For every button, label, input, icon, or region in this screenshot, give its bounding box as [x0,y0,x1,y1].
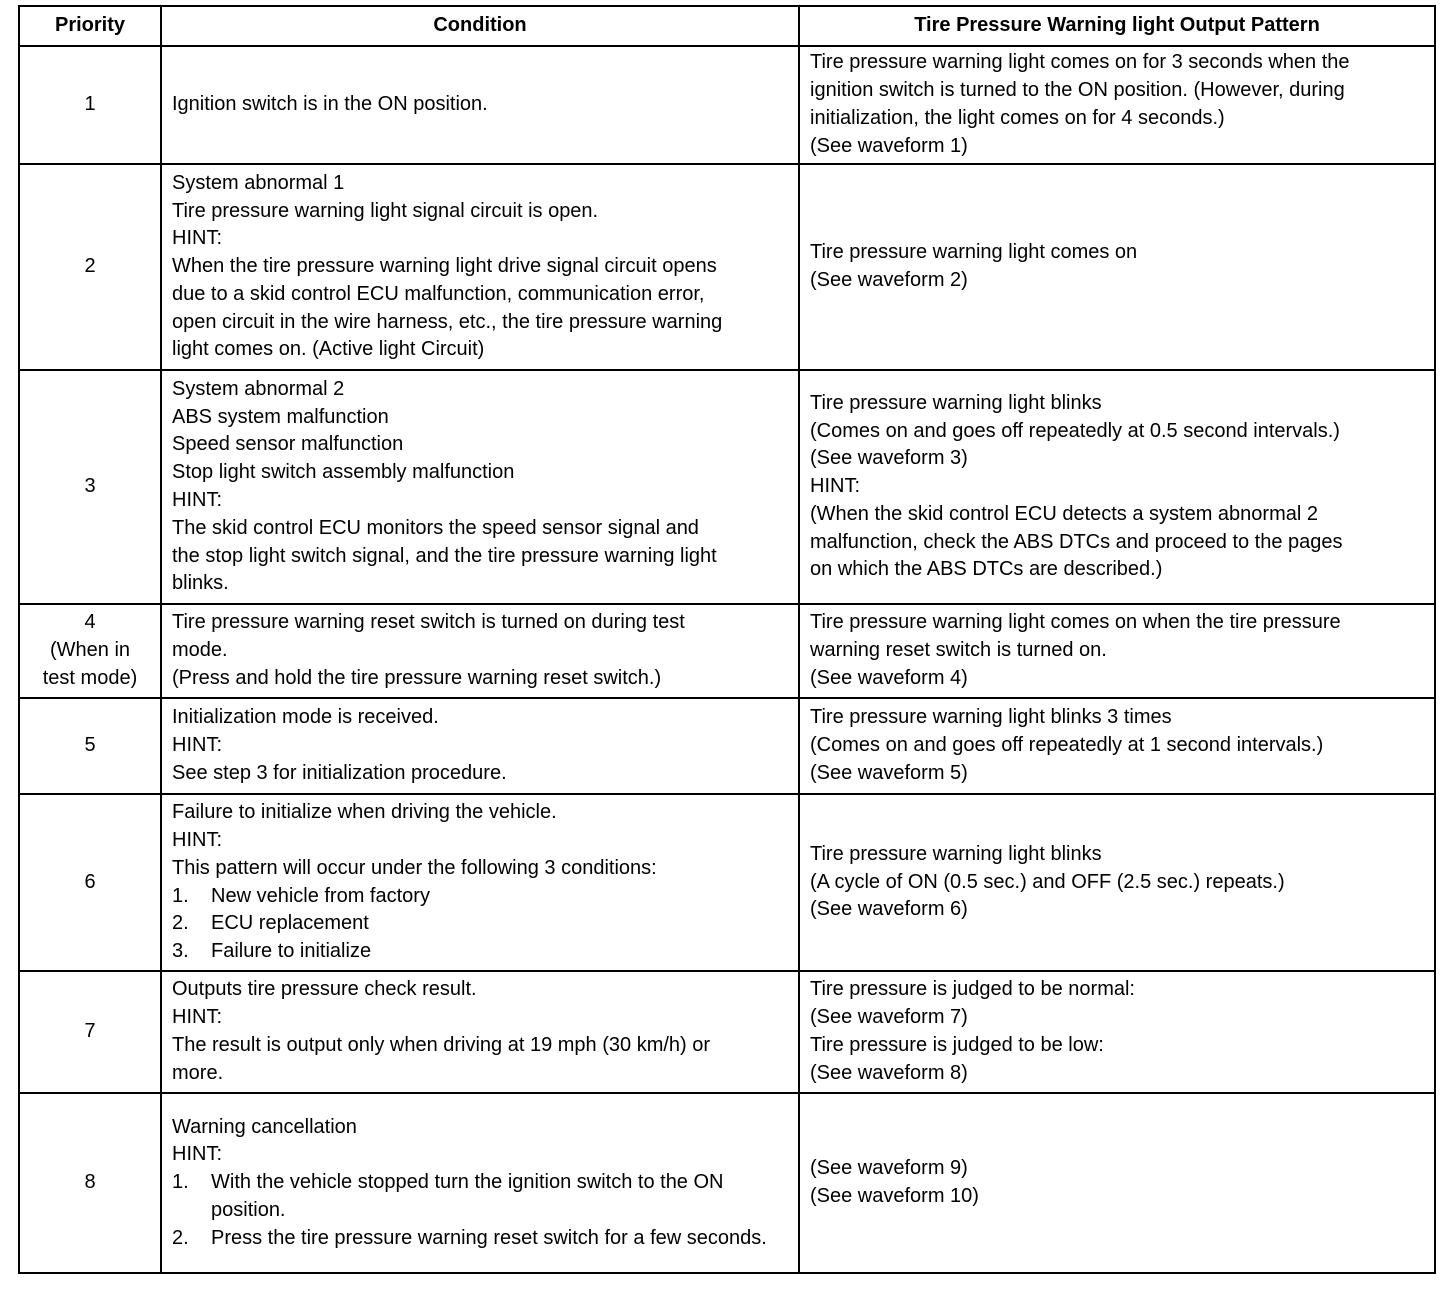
condition-line: See step 3 for initialization procedure. [172,761,507,784]
table-row [19,1093,1435,1273]
priority-text: 6 [84,870,96,893]
condition-cell [161,698,799,794]
priority-text: 7 [84,1020,96,1043]
priority-text: 3 [84,475,96,498]
condition-line: (Press and hold the tire pressure warning reset switch.) [172,666,662,689]
condition-line: System abnormal 2 [172,377,345,400]
condition-list-item [172,1225,788,1253]
header-condition: Condition [161,6,799,46]
condition-cell [161,794,799,971]
condition-line: open circuit in the wire harness, etc., the tire pressure warning [172,310,723,333]
output-line: (See waveform 6) [810,898,968,921]
condition-list-item [172,910,788,938]
condition-line: HINT: [172,734,222,757]
output-line: warning reset switch is turned on. [810,639,1107,662]
output-pattern-cell [799,1093,1435,1273]
condition-line: HINT: [172,1006,222,1029]
list-item-number: 1. [172,1171,189,1194]
condition-line: light comes on. (Active light Circuit) [172,338,485,361]
condition-line: more. [172,1061,224,1084]
list-item-number: 2. [172,912,189,935]
output-line: Tire pressure warning light blinks 3 times [810,706,1172,729]
table-row [19,604,1435,698]
output-line: (When the skid control ECU detects a system abnormal 2 [810,502,1318,525]
output-line: on which the ABS DTCs are described.) [810,558,1163,581]
condition-list-item [172,938,788,966]
condition-cell [161,1093,799,1273]
header-output-pattern: Tire Pressure Warning light Output Pattern [799,6,1435,46]
condition-line: System abnormal 1 [172,171,345,194]
table-row [19,698,1435,794]
priority-cell [19,370,161,604]
priority-text: test mode) [42,666,138,689]
output-line: ignition switch is turned to the ON position. (However, during [810,79,1345,102]
condition-line: ABS system malfunction [172,405,389,428]
condition-line: When the tire pressure warning light drive signal circuit opens [172,255,717,278]
condition-line: HINT: [172,828,222,851]
condition-line: due to a skid control ECU malfunction, communication error, [172,282,705,305]
priority-cell [19,46,161,164]
tpms-output-pattern-table [18,5,1436,1274]
output-line: Tire pressure warning light comes on for 3 seconds when the [810,51,1350,74]
list-item-text: New vehicle from factory [211,884,430,907]
output-line: (See waveform 2) [810,269,968,291]
condition-line: HINT: [172,227,222,250]
priority-text: 1 [84,93,96,116]
condition-cell [161,604,799,698]
condition-line: Failure to initialize when driving the vehicle. [172,801,557,824]
table-row [19,794,1435,971]
output-line: initialization, the light comes on for 4 seconds.) [810,107,1225,129]
output-pattern-cell [799,164,1435,370]
condition-line: mode. [172,639,228,662]
condition-list-item [172,883,788,911]
output-line: malfunction, check the ABS DTCs and proceed to the pages [810,530,1343,553]
table-row [19,971,1435,1093]
output-line: (See waveform 10) [810,1185,979,1207]
output-pattern-cell [799,604,1435,698]
output-line: (See waveform 5) [810,761,968,784]
condition-line: blinks. [172,572,229,595]
output-pattern-cell [799,794,1435,971]
table-row [19,164,1435,370]
output-line: Tire pressure warning light comes on when the tire pressure [810,611,1341,634]
condition-line: Initialization mode is received. [172,706,439,729]
output-line: (See waveform 9) [810,1157,968,1180]
condition-cell [161,164,799,370]
output-line: (See waveform 3) [810,447,968,470]
condition-line: Ignition switch is in the ON position. [172,93,488,116]
output-line: (Comes on and goes off repeatedly at 1 second intervals.) [810,734,1324,757]
output-pattern-cell [799,370,1435,604]
priority-text: (When in [49,639,131,662]
output-pattern-cell [799,698,1435,794]
priority-cell [19,971,161,1093]
output-line: Tire pressure warning light blinks [810,391,1102,414]
list-item-number: 1. [172,884,189,907]
list-item-text: With the vehicle stopped turn the ignition switch to the ON position. [211,1171,724,1221]
output-line: (See waveform 4) [810,666,968,689]
condition-cell [161,46,799,164]
priority-cell [19,164,161,370]
output-pattern-cell [799,971,1435,1093]
condition-line: Stop light switch assembly malfunction [172,461,515,484]
output-line: Tire pressure is judged to be low: [810,1034,1104,1056]
condition-line: The result is output only when driving at 19 mph (30 km/h) or [172,1034,711,1056]
output-line: Tire pressure is judged to be normal: [810,978,1135,1001]
table-row [19,46,1435,164]
header-priority: Priority [19,6,161,46]
condition-line: HINT: [172,1143,222,1166]
list-item-text: Press the tire pressure warning reset switch for a few seconds. [211,1226,767,1249]
condition-line: Tire pressure warning light signal circuit is open. [172,199,599,222]
priority-text: 4 [84,611,96,634]
list-item-number: 3. [172,940,189,963]
priority-cell [19,1093,161,1273]
condition-line: Warning cancellation [172,1115,357,1138]
table-row [19,370,1435,604]
output-line: Tire pressure warning light comes on [810,241,1138,264]
priority-text: 5 [84,734,96,757]
output-line: Tire pressure warning light blinks [810,842,1102,865]
condition-line: The skid control ECU monitors the speed sensor signal and [172,516,699,539]
output-line: (See waveform 8) [810,1061,968,1084]
condition-line: Speed sensor malfunction [172,433,404,456]
condition-line: the stop light switch signal, and the tire pressure warning light [172,544,717,567]
list-item-number: 2. [172,1226,189,1249]
output-line: HINT: [810,475,860,498]
priority-text: 8 [84,1171,96,1194]
priority-cell [19,794,161,971]
priority-text: 2 [84,255,96,278]
output-line: (See waveform 7) [810,1006,968,1029]
condition-line: HINT: [172,489,222,511]
condition-line: Outputs tire pressure check result. [172,978,477,1001]
output-pattern-cell [799,46,1435,164]
priority-cell [19,698,161,794]
condition-line: This pattern will occur under the following 3 conditions: [172,856,657,879]
table-header-row [19,6,1435,46]
output-line: (A cycle of ON (0.5 sec.) and OFF (2.5 sec.) repeats.) [810,870,1285,893]
priority-cell [19,604,161,698]
list-item-text: ECU replacement [211,912,369,935]
output-line: (See waveform 1) [810,134,968,157]
condition-list-item [172,1169,788,1225]
condition-cell [161,971,799,1093]
list-item-text: Failure to initialize [211,940,372,963]
output-line: (Comes on and goes off repeatedly at 0.5 second intervals.) [810,419,1340,442]
condition-cell [161,370,799,604]
condition-line: Tire pressure warning reset switch is turned on during test [172,611,685,634]
